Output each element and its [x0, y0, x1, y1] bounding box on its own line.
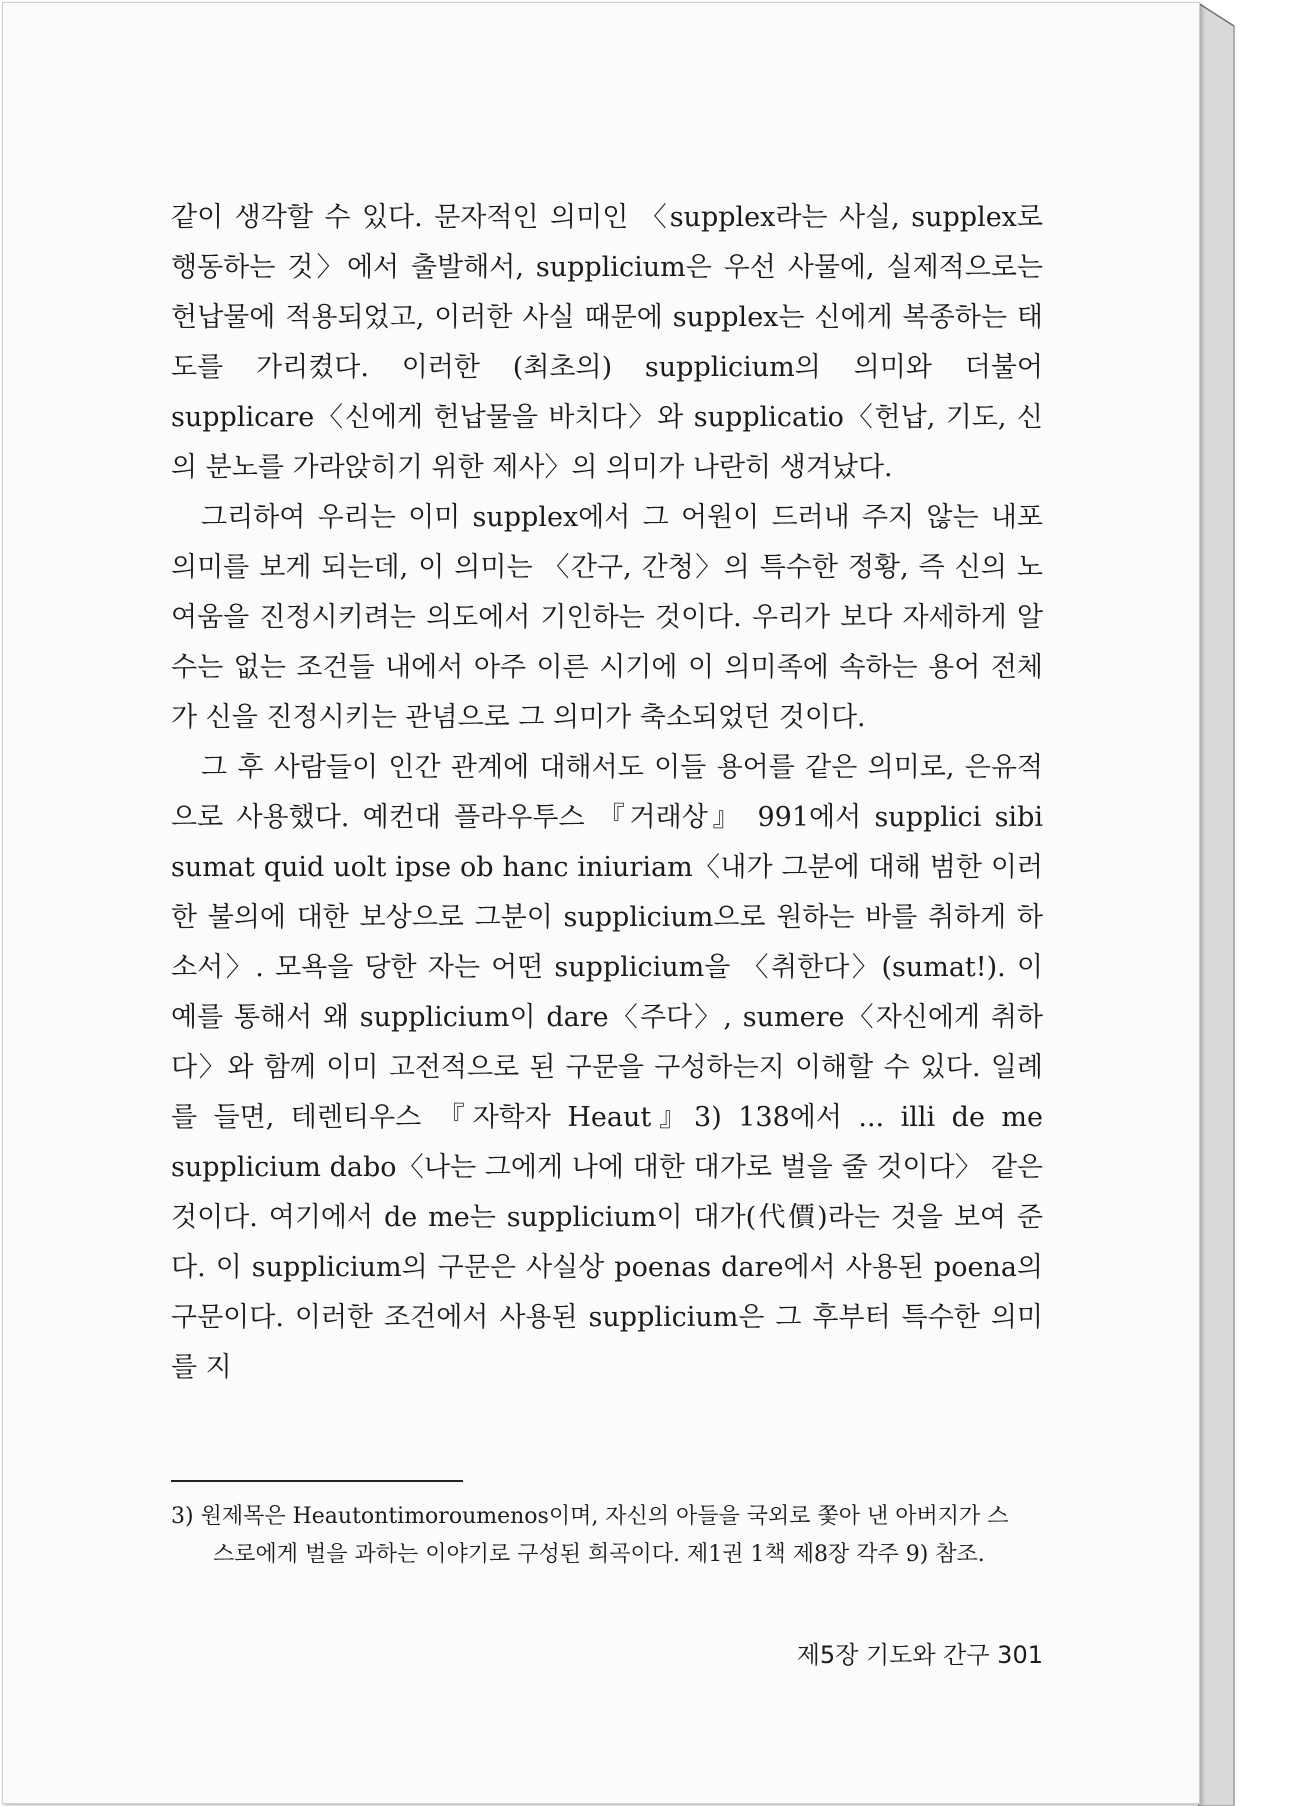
footnote-line-1: 3) 원제목은 Heautontimoroumenos이며, 자신의 아들을 국외로 쫓아 낸 아버지가 스	[171, 1504, 1009, 1529]
footnote-divider	[171, 1480, 463, 1482]
footnote-line-2: 스로에게 벌을 과하는 이야기로 구성된 희곡이다. 제1권 1책 제8장 각주 9) 참조.	[213, 1542, 985, 1567]
book-page	[2, 2, 1200, 1804]
paragraph-2: 그리하여 우리는 이미 supplex에서 그 어원이 드러내 주지 않는 내포 의미를 보게 되는데, 이 의미는 〈간구, 간청〉의 특수한 정황, 즉 신의 노여움을 진정시키려는 의도에서 기인하는 것이다. 우리가 보다 자세하게 알 수는 없는 조건들 내에서 아주 이른 시기에 이 의미족에 속하는 용어 전체가 신을 진정시키는 관념으로 그 의미가 축소되었던 것이다.	[171, 502, 1043, 733]
paragraph-3: 그 후 사람들이 인간 관계에 대해서도 이들 용어를 같은 의미로, 은유적으로 사용했다. 예컨대 플라우투스 『거래상』 991에서 supplici sibi sumat quid uolt ipse ob hanc iniuriam〈내가 그분에 대해 범한 이러한 불의에 대한 보상으로 그분이 supplicium으로 원하는 바를 취하게 하소서〉. 모욕을 당한 자는 어떤 supplicium을 〈취한다〉(sumat!). 이 예를 통해서 왜 supplicium이 dare〈주다〉, sumere〈자신에게 취하다〉와 함께 이미 고전적으로 된 구문을 구성하는지 이해할 수 있다. 일례를 들면, 테렌티우스 『자학자 Heaut』3) 138에서 ... illi de me supplicium dabo〈나는 그에게 나에 대한 대가로 벌을 줄 것이다〉 같은 것이다. 여기에서 de me는 supplicium이 대가(代價)라는 것을 보여 준다. 이 supplicium의 구문은 사실상 poenas dare에서 사용된 poena의 구문이다. 이러한 조건에서 사용된 supplicium은 그 후부터 특수한 의미를 지	[171, 752, 1043, 1383]
running-footer: 제5장 기도와 간구 301	[796, 1641, 1043, 1669]
paragraph-1: 같이 생각할 수 있다. 문자적인 의미인 〈supplex라는 사실, supplex로 행동하는 것〉에서 출발해서, supplicium은 우선 사물에, 실제적으로는 헌납물에 적용되었고, 이러한 사실 때문에 supplex는 신에게 복종하는 태도를 가리켰다. 이러한 (최초의) supplicium의 의미와 더불어 supplicare〈신에게 헌납물을 바치다〉와 supplicatio〈헌납, 기도, 신의 분노를 가라앉히기 위한 제사〉의 의미가 나란히 생겨났다.	[171, 202, 1043, 483]
body-text	[171, 193, 1043, 1393]
footnote	[171, 1498, 1043, 1574]
book-page-edge	[1198, 0, 1238, 1806]
